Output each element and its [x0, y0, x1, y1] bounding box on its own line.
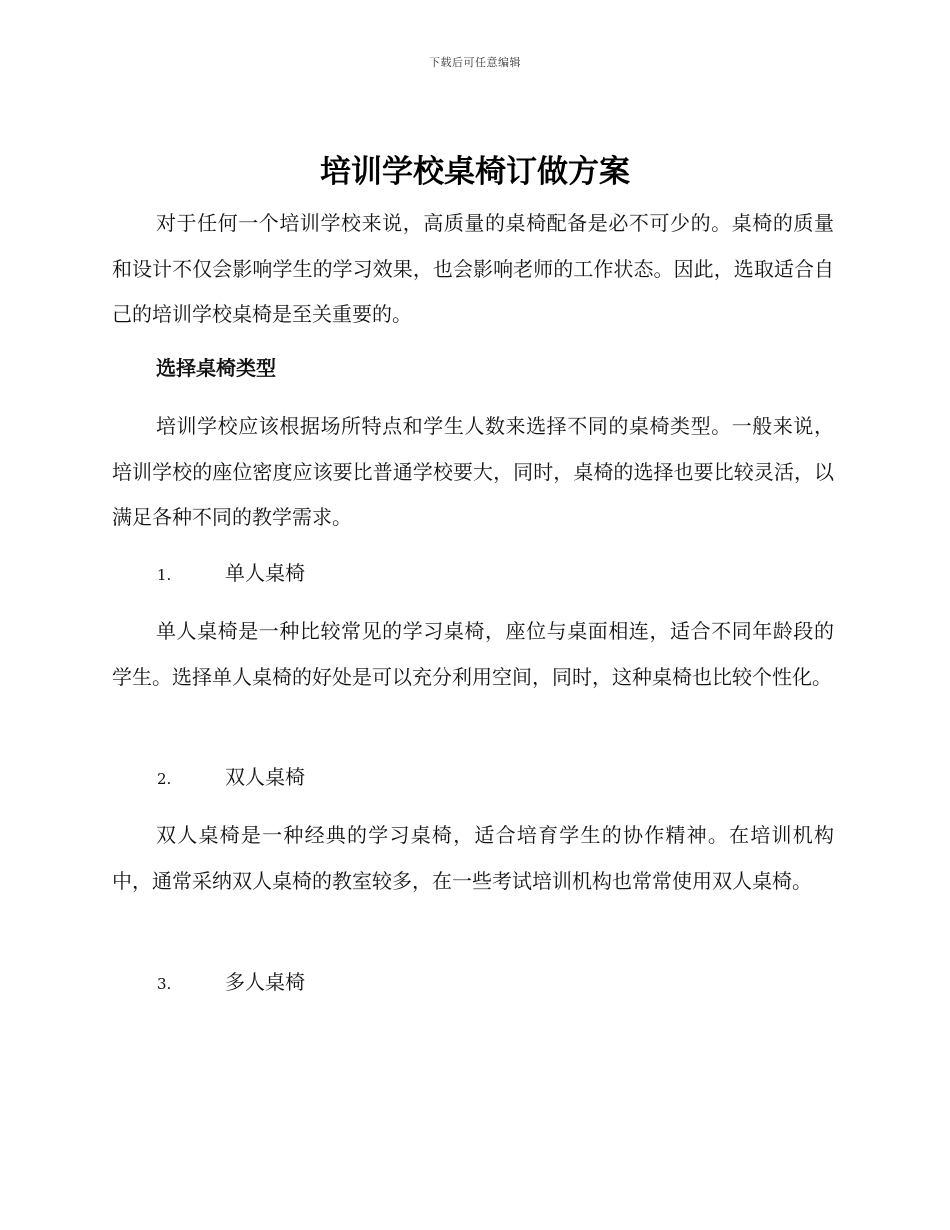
list-item-3 [157, 967, 305, 997]
list-label: 双人桌椅 [225, 765, 305, 789]
intro-paragraph: 对于任何一个培训学校来说，高质量的桌椅配备是必不可少的。桌椅的质量和设计不仅会影响学生的学习效果，也会影响老师的工作状态。因此，选取适合自己的培训学校桌椅是至关重要的。 [112, 211, 834, 326]
document-title: 培训学校桌椅订做方案 [320, 154, 630, 190]
page-header-note: 下载后可任意编辑 [429, 56, 521, 69]
list-item-2-description: 双人桌椅是一种经典的学习桌椅，适合培育学生的协作精神。在培训机构中，通常采纳双人桌椅的教室较多，在一些考试培训机构也常常使用双人桌椅。 [112, 823, 834, 893]
list-number: 2. [157, 770, 172, 788]
section-paragraph: 培训学校应该根据场所特点和学生人数来选择不同的桌椅类型。一般来说，培训学校的座位密度应该要比普通学校要大，同时，桌椅的选择也要比较灵活，以满足各种不同的教学需求。 [112, 414, 834, 529]
list-item-1 [157, 558, 305, 588]
list-label: 单人桌椅 [225, 561, 305, 585]
list-number: 3. [157, 975, 172, 993]
section-heading: 选择桌椅类型 [156, 356, 276, 380]
list-item-1-description: 单人桌椅是一种比较常见的学习桌椅，座位与桌面相连，适合不同年龄段的学生。选择单人桌椅的好处是可以充分利用空间，同时，这种桌椅也比较个性化。 [112, 619, 834, 689]
list-number: 1. [157, 566, 172, 584]
list-label: 多人桌椅 [225, 970, 305, 994]
list-item-2 [157, 762, 305, 792]
